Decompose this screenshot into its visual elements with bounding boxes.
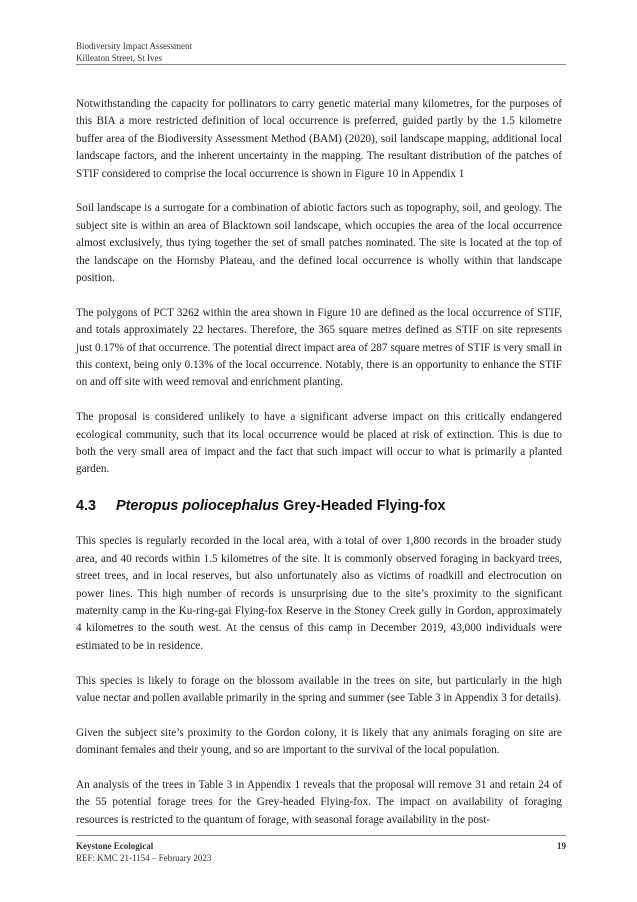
- page-footer: [76, 840, 566, 864]
- paragraph: An analysis of the trees in Table 3 in Appendix 1 reveals that the proposal will remove 31 and retain 24 of the 55 potential forage trees for the Grey-headed Flying-fox. The impact on availability of foraging resources is restricted to the quantum of forage, with seasonal forage availability in the post-: [76, 778, 562, 826]
- header-document-title: Biodiversity Impact Assessment: [76, 41, 192, 51]
- section-scientific-name: Pteropus poliocephalus: [116, 498, 280, 515]
- paragraph: Notwithstanding the capacity for pollinators to carry genetic material many kilometres, for the purposes of this BIA a more restricted definition of local occurrence is preferred, guided partly by the 1.5 kilometre buffer area of the Biodiversity Assessment Method (BAM) (2020), soil landscape mapping, additional local landscape factors, and the inherent uncertainty in the mapping. The resultant distribution of the patches of STIF considered to comprise the local occurrence is shown in Figure 10 in Appendix 1: [76, 98, 562, 180]
- section-number: 4.3: [76, 498, 97, 515]
- footer-company: Keystone Ecological: [76, 841, 154, 851]
- paragraph: This species is regularly recorded in the local area, with a total of over 1,800 records in the broader study area, and 40 records within 1.5 kilometres of the site. It is commonly observed foraging in backyard trees, street trees, and in local reserves, but also unfortunately also as victims of roadkill and electrocution on power lines. This high number of records is unsurprising due to the site’s proximity to the significant maternity camp in the Ku-ring-gai Flying-fox Reserve in the Stoney Creek gully in Gordon, approximately 4 kilometres to the south west. At the census of this camp in December 2019, 43,000 individuals were estimated to be in residence.: [76, 535, 562, 652]
- paragraph: This species is likely to forage on the blossom available in the trees on site, but particularly in the high value nectar and pollen available primarily in the spring and summer (see Table 3 in Appendix 3 for details).: [76, 674, 562, 704]
- page-body: [76, 96, 562, 847]
- header-site-address: Killeaton Street, St Ives: [76, 53, 162, 63]
- paragraph: The proposal is considered unlikely to have a significant adverse impact on this critically endangered ecological community, such that its local occurrence would be placed at risk of extinction. This is due to both the very small area of impact and the fact that such impact will occur to what is primarily a planted garden.: [76, 411, 562, 476]
- footer-divider: [76, 835, 566, 836]
- page-header: [76, 40, 566, 64]
- section-common-name: Grey-Headed Flying-fox: [283, 498, 446, 515]
- footer-reference: REF: KMC 21-1154 – February 2023: [76, 853, 212, 863]
- page-number: 19: [557, 841, 566, 851]
- section-heading: [76, 496, 562, 516]
- paragraph: The polygons of PCT 3262 within the area shown in Figure 10 are defined as the local occurrence of STIF, and totals approximately 22 hectares. Therefore, the 365 square metres defined as STIF on site represents just 0.17% of that occurrence. The potential direct impact area of 287 square metres of STIF is very small in this context, being only 0.13% of the local occurrence. Notably, there is an opportunity to enhance the STIF on and off site with weed removal and enrichment planting.: [76, 306, 562, 389]
- paragraph: Soil landscape is a surrogate for a combination of abiotic factors such as topography, soil, and geology. The subject site is within an area of Blacktown soil landscape, which occupies the area of the local occurrence almost exclusively, thus tying together the set of small patches nominated. The site is located at the top of the landscape on the Hornsby Plateau, and the defined local occurrence is wholly within that landscape position.: [76, 202, 562, 285]
- header-divider: [76, 64, 566, 65]
- paragraph: Given the subject site’s proximity to the Gordon colony, it is likely that any animals foraging on site are dominant females and their young, and so are important to the survival of the local population.: [76, 726, 562, 757]
